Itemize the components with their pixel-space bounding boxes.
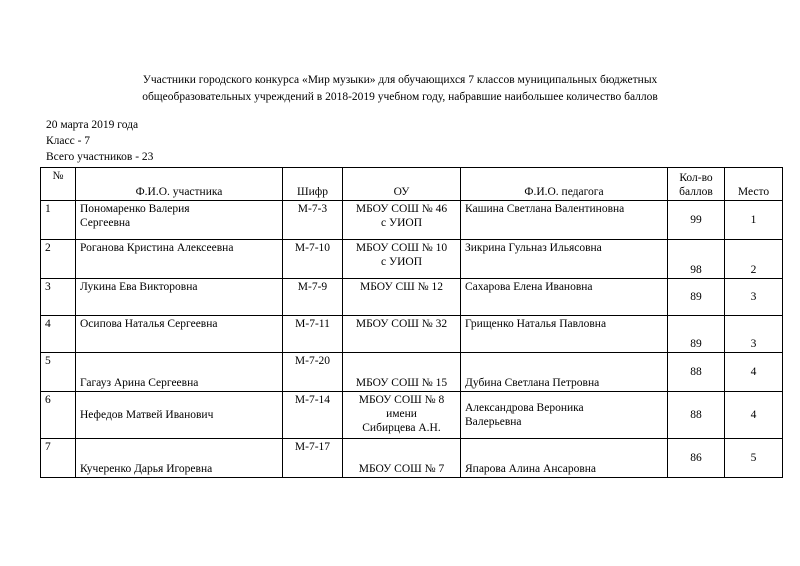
school-name: [343, 240, 461, 279]
results-table: [40, 167, 783, 478]
participant-name: [76, 201, 283, 240]
participants-total: Всего участников - 23: [46, 151, 154, 163]
participant-code: М-7-3: [283, 201, 343, 240]
participant-code: М-7-10: [283, 240, 343, 279]
place: 3: [725, 316, 783, 353]
row-num: 2: [41, 240, 76, 279]
teacher-name: [461, 392, 668, 439]
row-num: 4: [41, 316, 76, 353]
place: 1: [725, 201, 783, 240]
document-title: [60, 72, 740, 106]
row-num: 6: [41, 392, 76, 439]
participant-name: Осипова Наталья Сергеевна: [76, 316, 283, 353]
header-score-line-2: баллов: [679, 186, 713, 198]
school-name: [343, 392, 461, 439]
participant-name: Нефедов Матвей Иванович: [76, 392, 283, 439]
teacher-name: Кашина Светлана Валентиновна: [461, 201, 668, 240]
class-label: Класс - 7: [46, 135, 91, 147]
header-participant: Ф.И.О. участника: [76, 168, 283, 201]
table-row: [41, 316, 783, 353]
participant-name-line-2: Сергеевна: [80, 217, 131, 229]
school-name: МБОУ СОШ № 15: [343, 353, 461, 392]
school-name-line-1: МБОУ СОШ № 8: [358, 394, 445, 406]
table-row: [41, 279, 783, 316]
teacher-name: Грищенко Наталья Павловна: [461, 316, 668, 353]
school-name: [343, 201, 461, 240]
score: 98: [668, 240, 725, 279]
participant-code: М-7-11: [283, 316, 343, 353]
school-name-line-2: имени: [386, 408, 417, 420]
teacher-name-line-2: Валерьевна: [465, 416, 522, 428]
participant-name: Гагауз Арина Сергеевна: [76, 353, 283, 392]
row-num: 7: [41, 439, 76, 478]
participant-name-line-1: Пономаренко Валерия: [80, 203, 190, 215]
table-row: [41, 392, 783, 439]
teacher-name: Сахарова Елена Ивановна: [461, 279, 668, 316]
row-num: 1: [41, 201, 76, 240]
teacher-name: Дубина Светлана Петровна: [461, 353, 668, 392]
participant-code: М-7-17: [283, 439, 343, 478]
title-line-2: общеобразовательных учреждений в 2018-2019 учебном году, набравшие наибольшее количество баллов: [142, 91, 658, 103]
header-teacher: Ф.И.О. педагога: [461, 168, 668, 201]
place: 4: [725, 353, 783, 392]
teacher-name-line-1: Александрова Вероника: [465, 402, 584, 414]
table-row: [41, 201, 783, 240]
row-num: 3: [41, 279, 76, 316]
teacher-name: Япарова Алина Ансаровна: [461, 439, 668, 478]
place: 3: [725, 279, 783, 316]
participant-code: М-7-14: [283, 392, 343, 439]
participant-code: М-7-9: [283, 279, 343, 316]
table-row: [41, 353, 783, 392]
school-name-line-3: Сибирцева А.Н.: [362, 422, 441, 434]
place: 2: [725, 240, 783, 279]
school-name: МБОУ СОШ № 32: [343, 316, 461, 353]
header-num: №: [41, 168, 76, 201]
score: 88: [668, 353, 725, 392]
participant-name: Лукина Ева Викторовна: [76, 279, 283, 316]
header-place: Место: [725, 168, 783, 201]
school-name-line-1: МБОУ СОШ № 10: [355, 242, 448, 254]
place: 5: [725, 439, 783, 478]
teacher-name: Зикрина Гульназ Ильясовна: [461, 240, 668, 279]
header-code: Шифр: [283, 168, 343, 201]
participant-name: Кучеренко Дарья Игоревна: [76, 439, 283, 478]
table-header-row: [41, 168, 783, 201]
participant-code: М-7-20: [283, 353, 343, 392]
table-row: [41, 439, 783, 478]
score: 89: [668, 316, 725, 353]
school-name-line-2: с УИОП: [380, 217, 423, 229]
score: 99: [668, 201, 725, 240]
school-name-line-1: МБОУ СОШ № 46: [355, 203, 448, 215]
school-name: МБОУ СОШ № 7: [343, 439, 461, 478]
header-score: [668, 168, 725, 201]
title-line-1: Участники городского конкурса «Мир музыки» для обучающихся 7 классов муниципальных бюджетных: [142, 74, 658, 86]
header-school: ОУ: [343, 168, 461, 201]
score: 89: [668, 279, 725, 316]
place: 4: [725, 392, 783, 439]
score: 86: [668, 439, 725, 478]
score: 88: [668, 392, 725, 439]
row-num: 5: [41, 353, 76, 392]
participant-name: Роганова Кристина Алексеевна: [76, 240, 283, 279]
header-score-line-1: Кол-во: [679, 172, 713, 184]
school-name-line-2: с УИОП: [380, 256, 423, 268]
table-row: [41, 240, 783, 279]
event-date: 20 марта 2019 года: [46, 119, 139, 131]
school-name: МБОУ СШ № 12: [343, 279, 461, 316]
